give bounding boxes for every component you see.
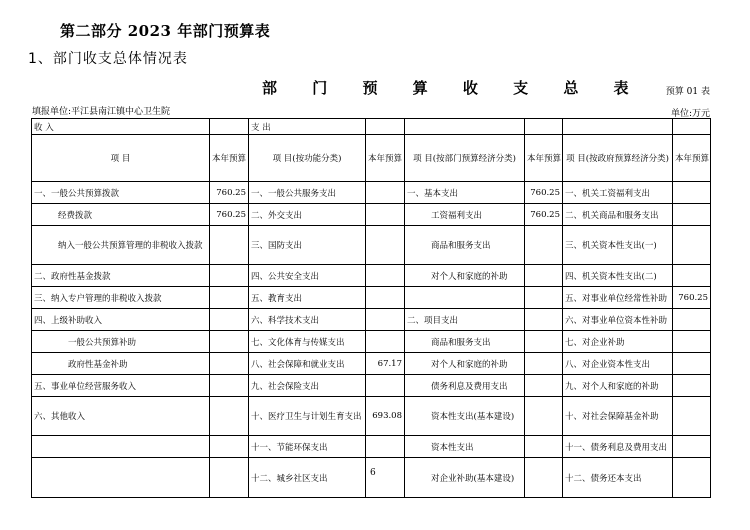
table-cell: 三、机关资本性支出(一) bbox=[563, 226, 673, 265]
col-func: 项 目(按功能分类) bbox=[249, 135, 366, 182]
table-cell bbox=[525, 309, 563, 331]
table-cell bbox=[366, 331, 405, 353]
col-income-item: 项 目 bbox=[32, 135, 210, 182]
table-cell bbox=[210, 226, 249, 265]
top-header-row bbox=[32, 119, 711, 135]
col-budget: 本年预算 bbox=[525, 135, 563, 182]
table-cell: 十一、债务利息及费用支出 bbox=[563, 436, 673, 458]
table-row bbox=[32, 331, 711, 353]
table-cell: 693.08 bbox=[366, 397, 405, 436]
table-cell: 760.25 bbox=[210, 182, 249, 204]
table-cell bbox=[525, 375, 563, 397]
table-cell: 九、社会保险支出 bbox=[249, 375, 366, 397]
table-cell bbox=[210, 265, 249, 287]
table-cell: 十一、节能环保支出 bbox=[249, 436, 366, 458]
table-cell bbox=[673, 375, 711, 397]
table-cell: 八、社会保障和就业支出 bbox=[249, 353, 366, 375]
table-cell bbox=[673, 353, 711, 375]
table-cell bbox=[366, 436, 405, 458]
table-cell: 九、对个人和家庭的补助 bbox=[563, 375, 673, 397]
table-cell: 四、公共安全支出 bbox=[249, 265, 366, 287]
table-cell: 商品和服务支出 bbox=[405, 331, 525, 353]
table-cell: 一、机关工资福利支出 bbox=[563, 182, 673, 204]
table-cell: 一、一般公共预算拨款 bbox=[32, 182, 210, 204]
column-header-row bbox=[32, 135, 711, 182]
table-cell bbox=[525, 265, 563, 287]
table-cell bbox=[673, 458, 711, 498]
table-cell: 资本性支出 bbox=[405, 436, 525, 458]
table-cell bbox=[210, 331, 249, 353]
table-cell: 十、对社会保障基金补助 bbox=[563, 397, 673, 436]
currency-unit: 单位:万元 bbox=[670, 109, 710, 119]
table-cell: 一般公共预算补助 bbox=[32, 331, 210, 353]
table-row bbox=[32, 265, 711, 287]
table-cell: 商品和服务支出 bbox=[405, 226, 525, 265]
table-cell: 四、机关资本性支出(二) bbox=[563, 265, 673, 287]
table-cell: 760.25 bbox=[525, 204, 563, 226]
table-cell bbox=[673, 265, 711, 287]
table-cell bbox=[210, 309, 249, 331]
table-cell: 二、机关商品和服务支出 bbox=[563, 204, 673, 226]
table-cell bbox=[32, 436, 210, 458]
table-cell bbox=[366, 204, 405, 226]
table-cell bbox=[366, 265, 405, 287]
table-cell bbox=[673, 182, 711, 204]
table-cell bbox=[32, 458, 210, 498]
table-cell bbox=[405, 287, 525, 309]
table-cell: 对个人和家庭的补助 bbox=[405, 353, 525, 375]
table-cell: 一、基本支出 bbox=[405, 182, 525, 204]
table-cell bbox=[366, 287, 405, 309]
table-cell bbox=[210, 397, 249, 436]
table-row bbox=[32, 182, 711, 204]
table-cell bbox=[525, 353, 563, 375]
table-cell bbox=[525, 397, 563, 436]
table-cell: 二、政府性基金拨款 bbox=[32, 265, 210, 287]
table-cell: 二、项目支出 bbox=[405, 309, 525, 331]
table-cell bbox=[525, 226, 563, 265]
table-cell bbox=[210, 353, 249, 375]
table-cell: 六、科学技术支出 bbox=[249, 309, 366, 331]
budget-summary-table bbox=[31, 118, 711, 498]
table-cell: 三、纳入专户管理的非税收入拨款 bbox=[32, 287, 210, 309]
table-cell: 六、其他收入 bbox=[32, 397, 210, 436]
table-cell bbox=[673, 331, 711, 353]
table-row bbox=[32, 397, 711, 436]
table-cell: 对企业补助(基本建设) bbox=[405, 458, 525, 498]
expense-header: 支 出 bbox=[249, 119, 366, 135]
table-cell: 五、对事业单位经常性补助 bbox=[563, 287, 673, 309]
table-cell: 对个人和家庭的补助 bbox=[405, 265, 525, 287]
table-cell: 经费拨款 bbox=[32, 204, 210, 226]
table-cell: 五、教育支出 bbox=[249, 287, 366, 309]
table-cell: 760.25 bbox=[673, 287, 711, 309]
table-cell bbox=[210, 458, 249, 498]
table-cell bbox=[366, 226, 405, 265]
table-cell bbox=[366, 375, 405, 397]
table-cell: 67.17 bbox=[366, 353, 405, 375]
subsection-heading: 1、部门收支总体情况表 bbox=[28, 51, 188, 67]
table-cell: 十、医疗卫生与计划生育支出 bbox=[249, 397, 366, 436]
table-cell: 债务利息及费用支出 bbox=[405, 375, 525, 397]
table-cell bbox=[673, 226, 711, 265]
col-budget: 本年预算 bbox=[210, 135, 249, 182]
table-cell: 一、一般公共服务支出 bbox=[249, 182, 366, 204]
col-budget: 本年预算 bbox=[366, 135, 405, 182]
table-cell bbox=[525, 458, 563, 498]
table-cell bbox=[210, 287, 249, 309]
table-number: 预算 01 表 bbox=[665, 87, 710, 97]
table-cell: 纳入一般公共预算管理的非税收入拨款 bbox=[32, 226, 210, 265]
table-row bbox=[32, 309, 711, 331]
col-gov-econ: 项 目(按政府预算经济分类) bbox=[563, 135, 673, 182]
table-row bbox=[32, 204, 711, 226]
table-cell: 工资福利支出 bbox=[405, 204, 525, 226]
table-cell: 资本性支出(基本建设) bbox=[405, 397, 525, 436]
table-cell bbox=[525, 436, 563, 458]
col-dept-econ: 项 目(按部门预算经济分类) bbox=[405, 135, 525, 182]
table-cell bbox=[210, 436, 249, 458]
table-cell: 政府性基金补助 bbox=[32, 353, 210, 375]
table-row bbox=[32, 226, 711, 265]
table-cell bbox=[673, 397, 711, 436]
table-cell: 十二、债务还本支出 bbox=[563, 458, 673, 498]
table-cell bbox=[673, 436, 711, 458]
table-cell: 六、对事业单位资本性补助 bbox=[563, 309, 673, 331]
table-cell bbox=[673, 204, 711, 226]
table-cell: 二、外交支出 bbox=[249, 204, 366, 226]
page-number: 6 bbox=[370, 468, 376, 478]
table-cell: 八、对企业资本性支出 bbox=[563, 353, 673, 375]
fill-unit: 填报单位:平江县南江镇中心卫生院 bbox=[32, 107, 171, 117]
table-cell: 760.25 bbox=[210, 204, 249, 226]
table-cell: 五、事业单位经营服务收入 bbox=[32, 375, 210, 397]
table-row bbox=[32, 375, 711, 397]
table-cell bbox=[366, 309, 405, 331]
table-cell bbox=[366, 182, 405, 204]
table-cell bbox=[210, 375, 249, 397]
table-row bbox=[32, 353, 711, 375]
table-row bbox=[32, 436, 711, 458]
table-title: 部 门 预 算 收 支 总 表 bbox=[262, 79, 644, 97]
table-cell: 十二、城乡社区支出 bbox=[249, 458, 366, 498]
income-header: 收 入 bbox=[32, 119, 210, 135]
table-cell bbox=[525, 287, 563, 309]
table-row bbox=[32, 287, 711, 309]
col-budget: 本年预算 bbox=[673, 135, 711, 182]
table-cell bbox=[673, 309, 711, 331]
table-cell: 三、国防支出 bbox=[249, 226, 366, 265]
table-cell: 四、上级补助收入 bbox=[32, 309, 210, 331]
table-cell: 七、对企业补助 bbox=[563, 331, 673, 353]
table-cell: 七、文化体育与传媒支出 bbox=[249, 331, 366, 353]
table-cell bbox=[525, 331, 563, 353]
table-cell: 760.25 bbox=[525, 182, 563, 204]
section-heading: 第二部分 2023 年部门预算表 bbox=[60, 22, 271, 40]
